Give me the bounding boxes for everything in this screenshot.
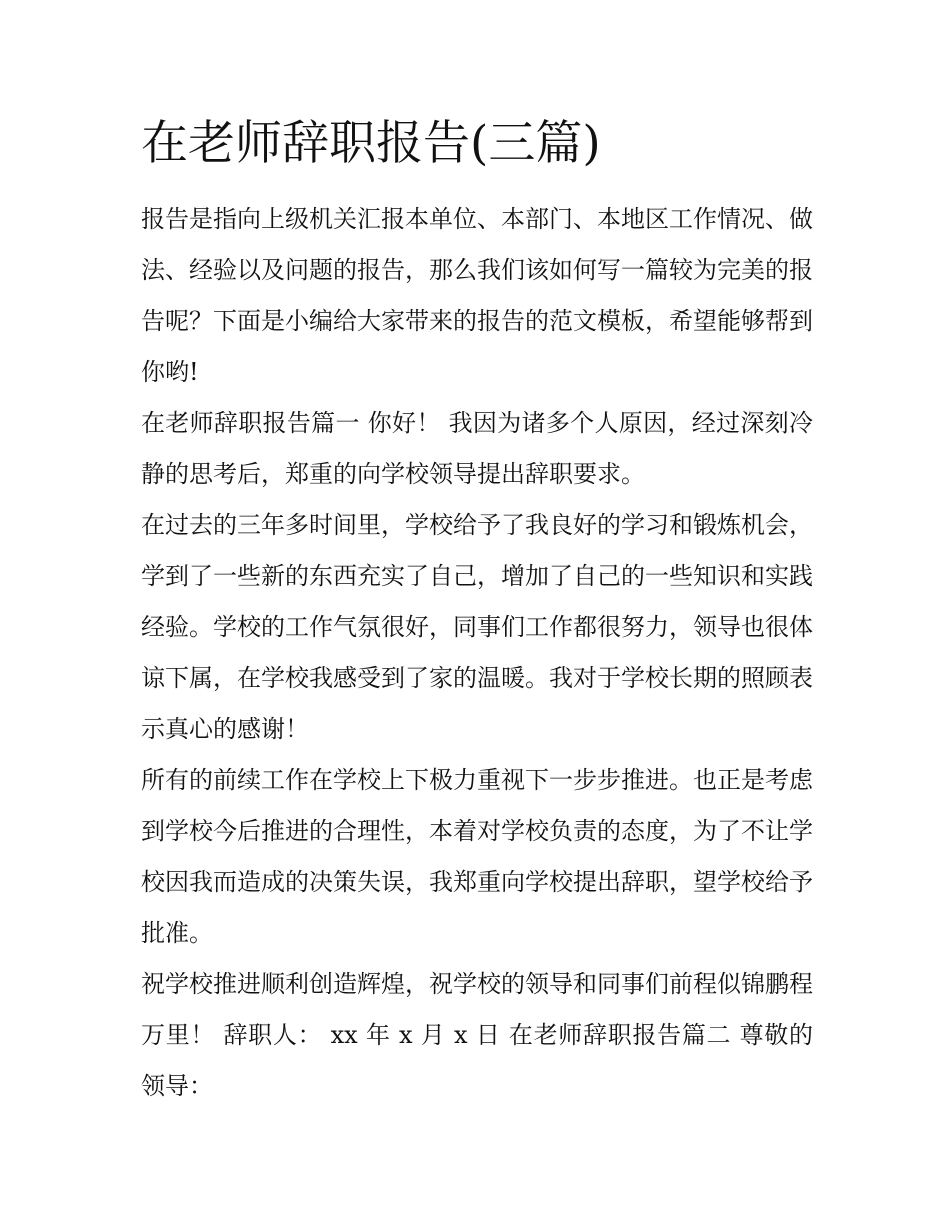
document-body	[141, 112, 813, 1112]
paragraph-letter-one-opening: 在老师辞职报告篇一 你好！ 我因为诸多个人原因，经过深刻冷静的思考后，郑重的向学校领导提出辞职要求。	[141, 409, 813, 488]
paragraph-past-years: 在过去的三年多时间里，学校给予了我良好的学习和锻炼机会，学到了一些新的东西充实了自己，增加了自己的一些知识和实践经验。学校的工作气氛很好，同事们工作都很努力，领导也很体谅下属，在学校我感受到了家的温暖。我对于学校长期的照顾表示真心的感谢！	[141, 511, 813, 743]
paragraph-resignation-reason: 所有的前续工作在学校上下极力重视下一步步推进。也正是考虑到学校今后推进的合理性，本着对学校负责的态度，为了不让学校因我而造成的决策失误，我郑重向学校提出辞职，望学校给予批准。	[141, 766, 813, 947]
paragraph-closing: 祝学校推进顺利创造辉煌，祝学校的领导和同事们前程似锦鹏程万里！ 辞职人： xx 年 x 月 x 日 在老师辞职报告篇二 尊敬的领导：	[141, 970, 813, 1100]
paragraph-intro: 报告是指向上级机关汇报本单位、本部门、本地区工作情况、做法、经验以及问题的报告，那么我们该如何写一篇较为完美的报告呢？下面是小编给大家带来的报告的范文模板，希望能够帮到你哟!	[141, 205, 813, 386]
document-title: 在老师辞职报告(三篇)	[141, 116, 601, 171]
